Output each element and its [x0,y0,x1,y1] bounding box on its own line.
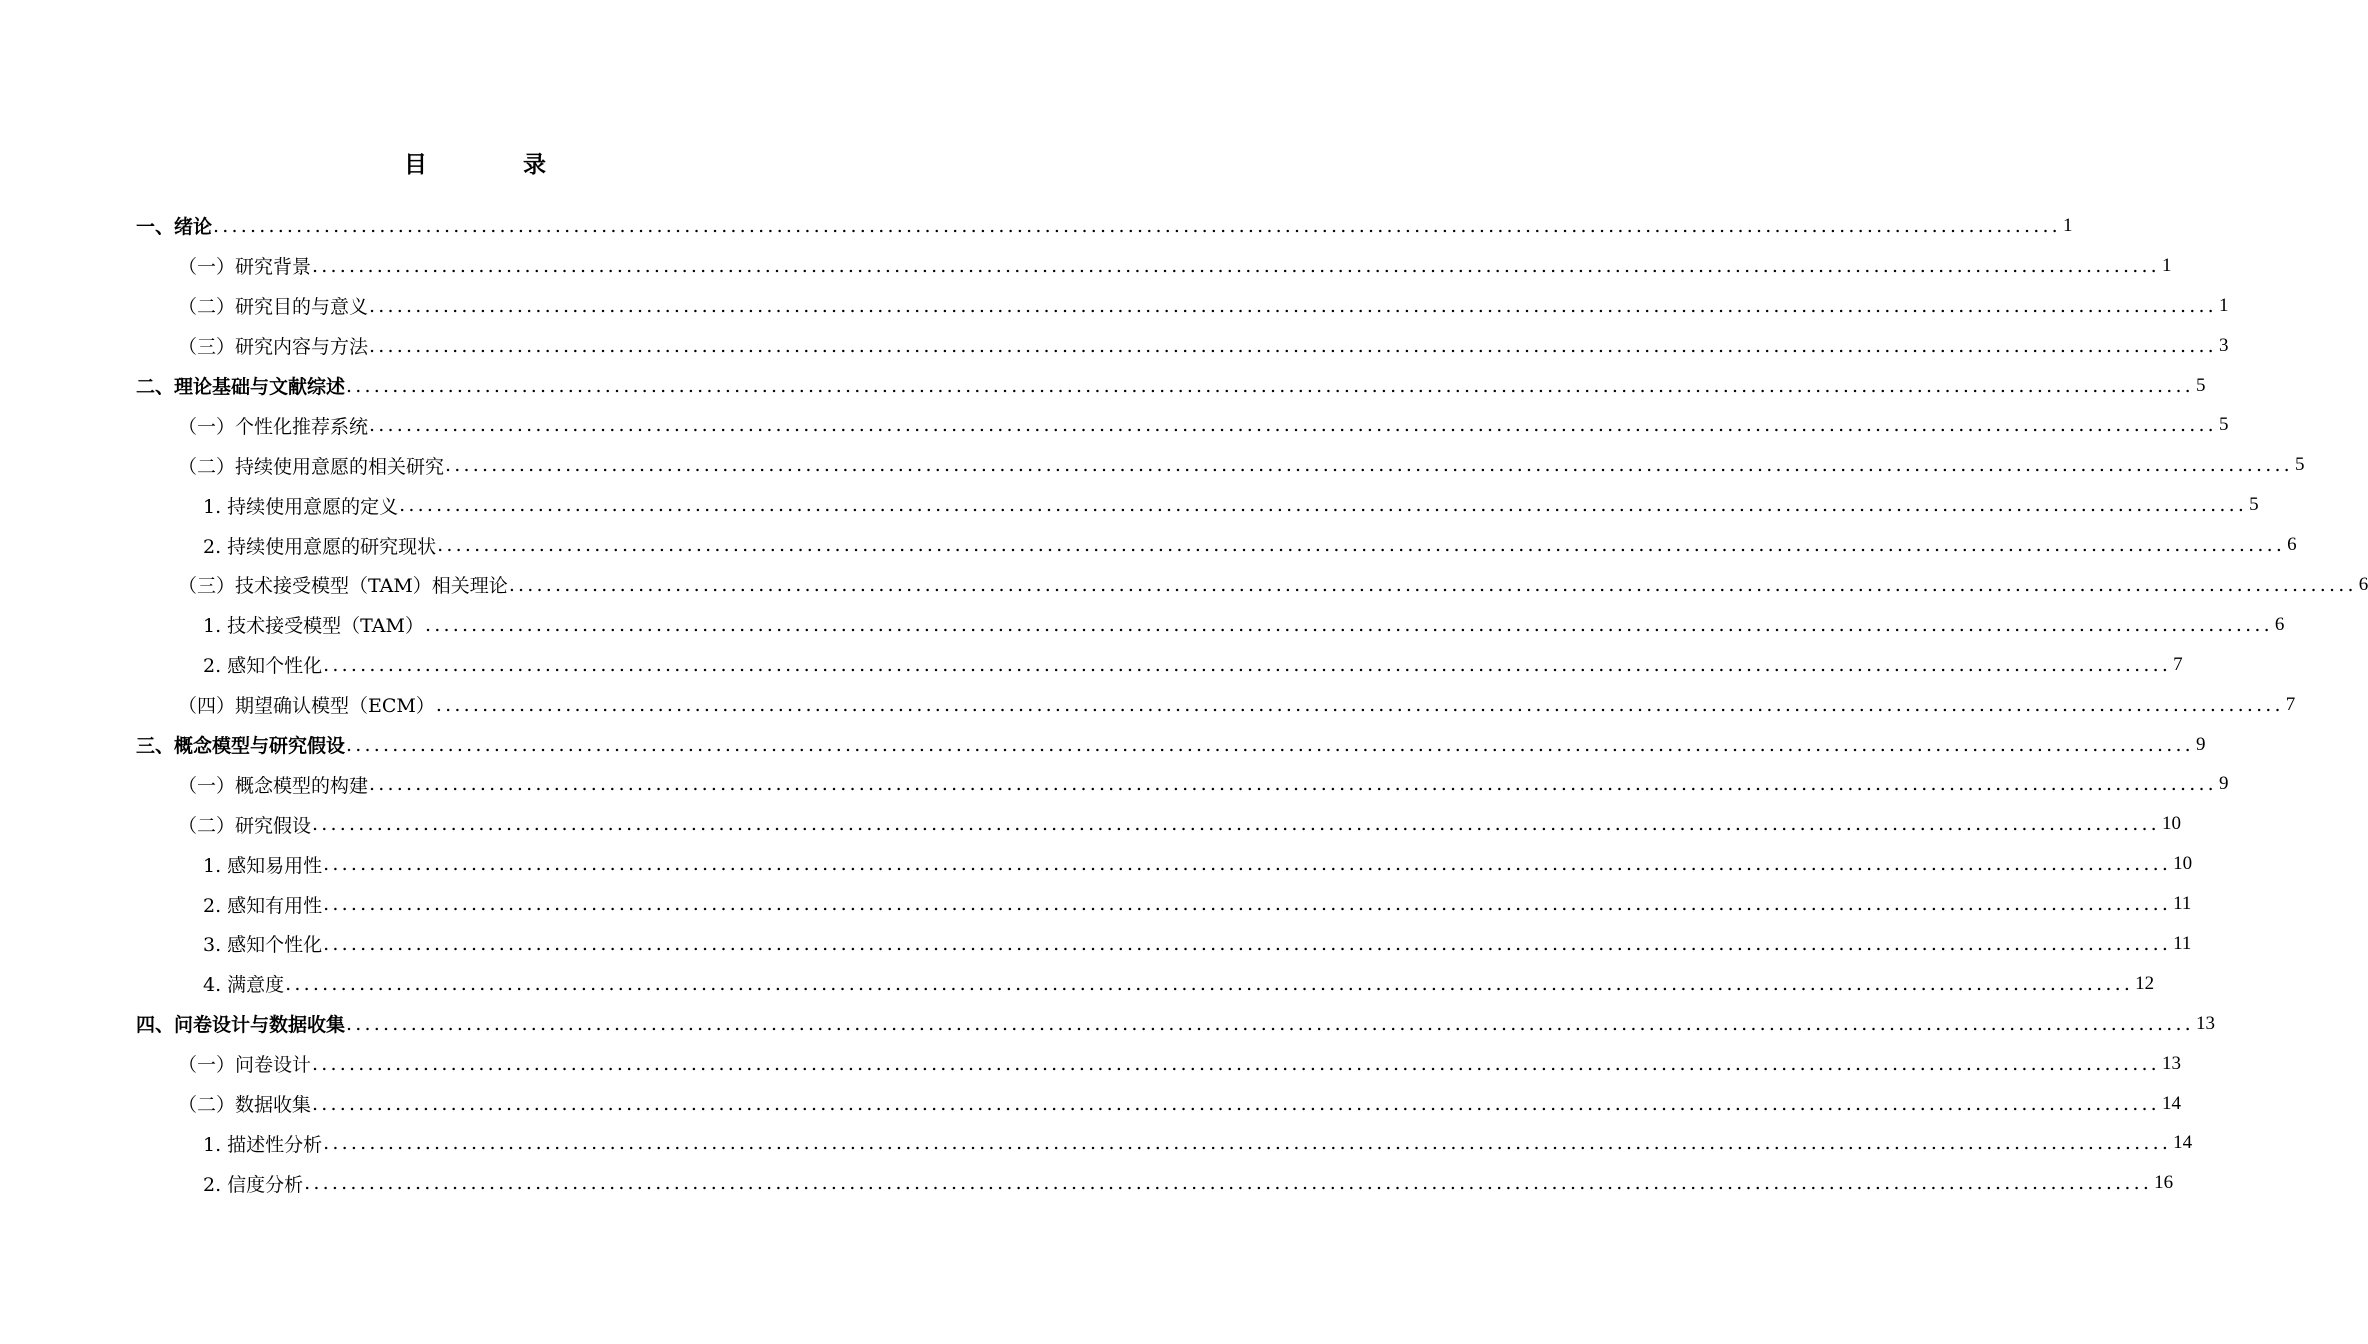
toc-entry-label: （二）研究目的与意义 [178,292,368,319]
toc-entry-label: 2. 感知有用性 [203,891,322,918]
toc-entry-label: （一）概念模型的构建 [178,771,368,798]
toc-entry-page-number: 1 [2161,254,2172,276]
toc-entry-label: 二、理论基础与文献综述 [136,372,345,399]
toc-entry-page-number: 12 [2135,972,2155,994]
toc-entry[interactable] [0,645,2183,685]
toc-dot-leader: ........................................................................................................................................................................................................ [304,1172,2153,1195]
toc-entry-page-number: 11 [2173,932,2192,954]
toc-entry-page-number: 5 [2249,494,2259,516]
toc-entry-page-number: 5 [2195,374,2206,396]
toc-entry-page-number: 6 [2358,573,2368,595]
toc-entry-label: 2. 感知个性化 [203,651,322,678]
toc-dot-leader: ........................................................................................................................................................................................................ [346,733,2194,756]
toc-entry-page-number: 5 [2218,414,2229,436]
toc-dot-leader: ........................................................................................................................................................................................................ [323,1132,2172,1155]
toc-entry-page-number: 10 [2161,813,2181,835]
toc-dot-leader: ........................................................................................................................................................................................................ [312,813,2160,836]
page-title-right: 录 [523,152,546,178]
toc-entry-label: 三、概念模型与研究假设 [136,731,345,758]
toc-entry-page-number: 16 [2154,1172,2174,1194]
toc-entry-label: 4. 满意度 [203,970,284,997]
toc-entry[interactable] [0,405,2229,445]
toc-entry-page-number: 14 [2161,1092,2181,1114]
toc-dot-leader: ........................................................................................................................................................................................................ [435,693,2284,716]
toc-entry-label: （二）研究假设 [178,811,311,838]
toc-dot-leader: ........................................................................................................................................................................................................ [508,573,2357,596]
toc-entry-page-number: 5 [2294,454,2305,476]
toc-entry[interactable] [0,924,2192,964]
toc-entry-label: 1. 感知易用性 [203,851,322,878]
toc-entry-label: （二）数据收集 [178,1090,311,1117]
toc-entry[interactable] [0,565,2368,605]
toc-entry-label: 四、问卷设计与数据收集 [136,1010,345,1037]
toc-dot-leader: ........................................................................................................................................................................................................ [323,932,2172,955]
toc-dot-leader: ........................................................................................................................................................................................................ [312,1092,2160,1115]
toc-entry-page-number: 6 [2274,613,2285,635]
toc-entry[interactable] [0,206,2073,246]
toc-entry-label: （一）个性化推荐系统 [178,412,368,439]
toc-dot-leader: ........................................................................................................................................................................................................ [369,334,2217,357]
toc-dot-leader: ........................................................................................................................................................................................................ [369,773,2217,796]
toc-dot-leader: ........................................................................................................................................................................................................ [399,494,2248,517]
toc-entry[interactable] [0,525,2297,565]
toc-entry[interactable] [0,326,2229,366]
toc-dot-leader: ........................................................................................................................................................................................................ [346,374,2194,397]
toc-entry-page-number: 1 [2062,214,2073,236]
toc-dot-leader: ........................................................................................................................................................................................................ [369,294,2217,317]
toc-entry-label: 2. 信度分析 [203,1170,303,1197]
toc-entry[interactable] [0,605,2285,645]
toc-entry[interactable] [0,804,2181,844]
toc-entry-label: （四）期望确认模型（ECM） [178,691,435,718]
toc-entry[interactable] [0,1084,2181,1124]
toc-entry[interactable] [0,964,2155,1004]
page-title-left: 目 [404,152,427,178]
toc-entry-label: 1. 技术接受模型（TAM） [203,611,424,638]
toc-dot-leader: ........................................................................................................................................................................................................ [312,254,2160,277]
toc-dot-leader: ........................................................................................................................................................................................................ [312,1052,2160,1075]
toc-entry[interactable] [0,366,2206,406]
toc-entry-page-number: 6 [2287,534,2297,556]
toc-dot-leader: ........................................................................................................................................................................................................ [424,613,2273,636]
table-of-contents [0,206,2368,1203]
toc-entry-page-number: 11 [2173,893,2192,915]
toc-entry-label: （二）持续使用意愿的相关研究 [178,452,444,479]
toc-entry[interactable] [0,764,2229,804]
toc-dot-leader: ........................................................................................................................................................................................................ [346,1012,2194,1035]
toc-entry[interactable] [0,1004,2215,1044]
toc-entry-page-number: 13 [2195,1012,2215,1034]
toc-entry-label: 1. 持续使用意愿的定义 [203,492,398,519]
toc-dot-leader: ........................................................................................................................................................................................................ [437,534,2286,557]
toc-entry-page-number: 7 [2173,653,2183,675]
toc-entry[interactable] [0,445,2305,485]
toc-entry-label: 2. 持续使用意愿的研究现状 [203,532,436,559]
toc-entry-label: （三）技术接受模型（TAM）相关理论 [178,571,508,598]
toc-entry-label: （三）研究内容与方法 [178,332,368,359]
toc-dot-leader: ........................................................................................................................................................................................................ [323,853,2172,876]
toc-dot-leader: ........................................................................................................................................................................................................ [323,893,2172,916]
toc-entry-page-number: 9 [2218,773,2229,795]
toc-entry[interactable] [0,1163,2174,1203]
toc-entry[interactable] [0,286,2229,326]
toc-entry[interactable] [0,1044,2181,1084]
toc-entry-label: 3. 感知个性化 [203,930,322,957]
page-title [0,146,950,179]
toc-entry[interactable] [0,1123,2193,1163]
toc-dot-leader: ........................................................................................................................................................................................................ [213,214,2061,237]
toc-entry-label: 1. 描述性分析 [203,1130,322,1157]
toc-entry[interactable] [0,246,2172,286]
toc-entry-page-number: 9 [2195,733,2206,755]
toc-dot-leader: ........................................................................................................................................................................................................ [285,972,2134,995]
toc-entry[interactable] [0,485,2259,525]
toc-entry-label: （一）研究背景 [178,252,311,279]
toc-entry-page-number: 14 [2173,1132,2193,1154]
toc-dot-leader: ........................................................................................................................................................................................................ [323,653,2172,676]
toc-entry[interactable] [0,725,2206,765]
toc-entry[interactable] [0,685,2296,725]
toc-entry-page-number: 7 [2285,693,2296,715]
toc-dot-leader: ........................................................................................................................................................................................................ [445,454,2293,477]
toc-dot-leader: ........................................................................................................................................................................................................ [369,414,2217,437]
toc-entry-label: 一、绪论 [136,212,212,239]
toc-entry-label: （一）问卷设计 [178,1050,311,1077]
toc-entry-page-number: 13 [2161,1052,2181,1074]
toc-entry-page-number: 10 [2173,853,2193,875]
toc-entry[interactable] [0,844,2193,884]
toc-entry[interactable] [0,884,2192,924]
toc-entry-page-number: 3 [2218,334,2229,356]
toc-entry-page-number: 1 [2218,294,2229,316]
